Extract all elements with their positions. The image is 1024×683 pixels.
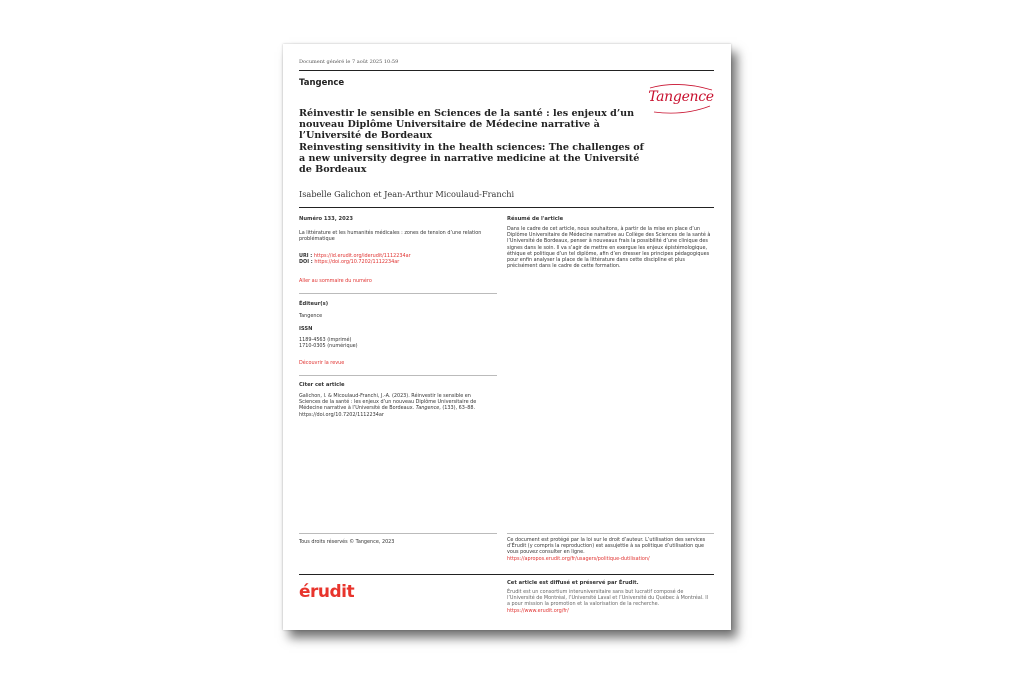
diffuse-block bbox=[507, 589, 712, 614]
editeur-heading: Éditeur(s) bbox=[299, 301, 329, 307]
logo-wordmark: Tangence bbox=[648, 89, 714, 105]
issn-print: 1189-4563 (imprimé) bbox=[299, 337, 352, 343]
erudit-logo: érudit bbox=[299, 582, 355, 602]
footer-rule-left bbox=[299, 533, 497, 534]
identifiers bbox=[299, 253, 509, 265]
diffuse-heading: Cet article est diffusé et préservé par Érudit. bbox=[507, 580, 639, 586]
article-title-en: Reinvesting sensitivity in the health sciences: The challenges of a new university degree in narrative medicine at the Université de Bordeaux bbox=[299, 142, 644, 176]
diffuse-text: Érudit est un consortium interuniversitaire sans but lucratif composé de l’Université de Montréal, l’Université Laval et l’Université du Québec à Montréal. Il a pour mission la promotion et la valorisation de la recherche. bbox=[507, 589, 709, 608]
uri-label: URI : bbox=[299, 253, 314, 259]
generated-date: Document généré le 7 août 2025 10:59 bbox=[299, 59, 399, 65]
issn-heading: ISSN bbox=[299, 326, 313, 332]
article-title-fr: Réinvestir le sensible en Sciences de la santé : les enjeux d’un nouveau Diplôme Universitaire de Médecine narrative à l’Université de Bordeaux bbox=[299, 108, 635, 142]
citation-part2: , (133), 63–88. https://doi.org/10.7202/1112234ar bbox=[299, 405, 476, 418]
sommaire-link[interactable]: Aller au sommaire du numéro bbox=[299, 278, 372, 284]
issue-theme: La littérature et les humanités médicales : zones de tension d’une relation problématique bbox=[299, 230, 482, 243]
article-authors: Isabelle Galichon et Jean-Arthur Micoulaud-Franchi bbox=[299, 189, 515, 199]
erudit-rule bbox=[299, 574, 714, 575]
resume-text: Dans le cadre de cet article, nous souhaitons, à partir de la mise en place d’un Diplôme Universitaire de Médecine narrative au Collège des Sciences de la santé à l’Université de Bordeaux, penser à nouveaux frais la possibilité d’une clinique des signes dans le soin. Il va s’agir de mettre en exergue les enjeux épistémologique, éthique et politique d’un tel diplôme, afin d’en dresser les principes pédagogiques pour enfin analyser la place de la littérature dans cette discipline et plus précisément dans le cadre de cette formation. bbox=[507, 226, 711, 270]
issn-digital: 1710-0305 (numérique) bbox=[299, 343, 358, 350]
tangence-logo bbox=[648, 82, 714, 116]
decouvrir-link[interactable]: Découvrir la revue bbox=[299, 360, 345, 366]
header-rule bbox=[299, 70, 714, 71]
erudit-link[interactable]: https://www.erudit.org/fr/ bbox=[507, 607, 569, 614]
issn-values bbox=[299, 337, 358, 349]
copyright-notice bbox=[507, 537, 712, 562]
citation-journal: Tangence bbox=[415, 405, 440, 412]
resume-heading: Résumé de l'article bbox=[507, 216, 564, 222]
rights-notice: Tous droits réservés © Tangence, 2023 bbox=[299, 539, 395, 545]
citation-text bbox=[299, 393, 489, 418]
issue-number: Numéro 133, 2023 bbox=[299, 216, 353, 222]
doi-label: DOI : bbox=[299, 259, 315, 266]
document-page bbox=[283, 44, 731, 630]
left-rule-1 bbox=[299, 293, 497, 294]
left-rule-2 bbox=[299, 375, 497, 376]
journal-name: Tangence bbox=[299, 78, 345, 88]
uri-link[interactable]: https://id.erudit.org/iderudit/1112234ar bbox=[313, 253, 411, 259]
meta-rule bbox=[299, 207, 714, 208]
citation-part1: Galichon, I. & Micoulaud-Franchi, J.-A. (2023). Réinvestir le sensible en Sciences de la santé : les enjeux d’un nouveau Diplôme Universitaire de Médecine narrative à l’Université de Bordeaux. bbox=[299, 393, 477, 412]
notice-link[interactable]: https://apropos.erudit.org/fr/usagers/politique-dutilisation/ bbox=[507, 555, 650, 562]
notice-text: Ce document est protégé par la loi sur le droit d’auteur. L’utilisation des services d’Érudit (y compris la reproduction) est assujettie à sa politique d’utilisation que vous pouvez consulter en ligne. bbox=[507, 537, 706, 556]
doi-link[interactable]: https://doi.org/10.7202/1112234ar bbox=[314, 259, 400, 266]
editeur-value: Tangence bbox=[299, 313, 323, 319]
citer-heading: Citer cet article bbox=[299, 382, 345, 388]
footer-rule-right bbox=[507, 533, 714, 534]
